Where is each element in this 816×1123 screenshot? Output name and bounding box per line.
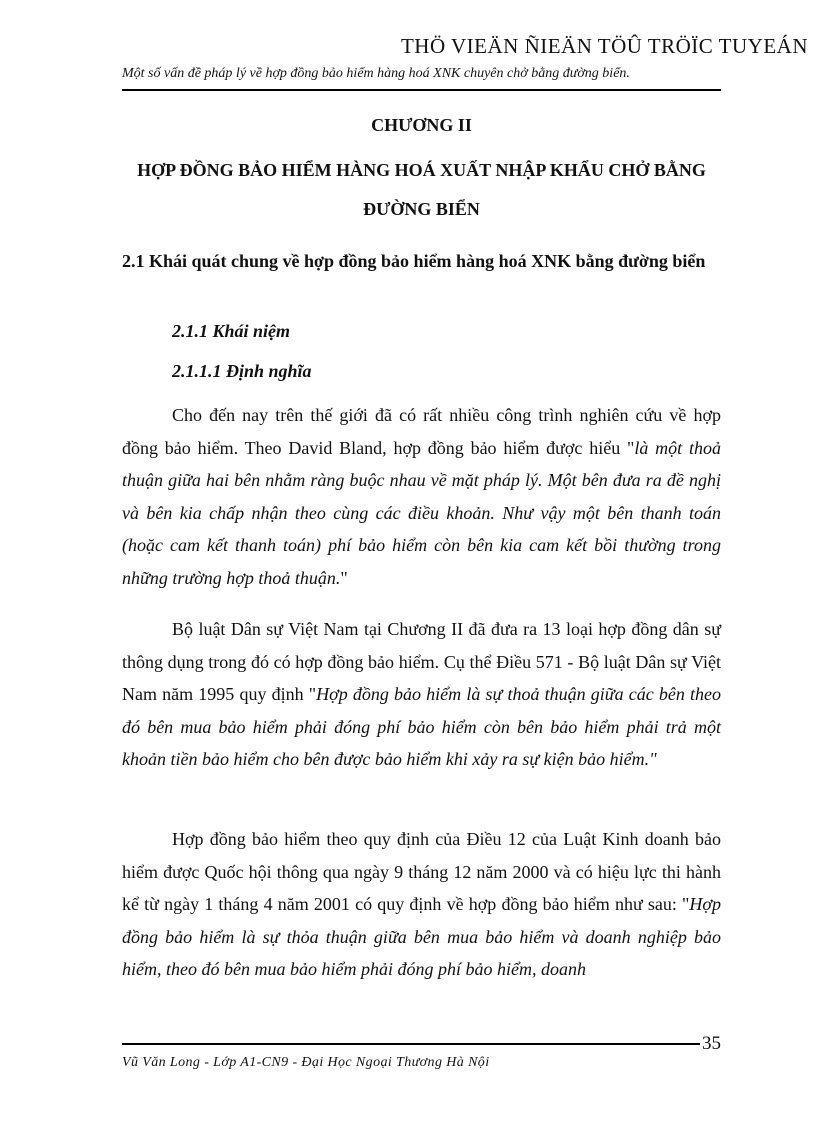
p2-text: Bộ luật Dân sự Việt Nam tại Chương II đã đưa ra 13 loại hợp đồng dân sự thông dụng trong đó có hợp đồng bảo hiểm. Cụ thể Điều 571 - Bộ luật Dân sự Việt Nam năm 1995 quy định " <box>122 619 721 704</box>
paragraph-definition-bland <box>122 399 721 594</box>
footer-author: Vũ Văn Long - Lớp A1-CN9 - Đại Học Ngoại Thương Hà Nội <box>122 1055 490 1070</box>
footer-divider <box>122 1043 700 1045</box>
paragraph-insurance-law <box>122 823 721 986</box>
p3-text: Hợp đồng bảo hiểm theo quy định của Điều 12 của Luật Kinh doanh bảo hiểm được Quốc hội thông qua ngày 9 tháng 12 năm 2000 và có hiệu lực thi hành kể từ ngày 1 tháng 4 năm 2001 có quy định về hợp đồng bảo hiểm như sau: " <box>122 829 721 914</box>
section-heading: 2.1 Khái quát chung về hợp đồng bảo hiểm hàng hoá XNK bằng đường biển <box>122 251 706 271</box>
subsection-heading: 2.1.1 Khái niệm <box>172 321 291 341</box>
chapter-heading: CHƯƠNG II <box>371 115 472 135</box>
running-header: Một số vấn đề pháp lý về hợp đồng bảo hiểm hàng hoá XNK chuyên chở bằng đường biển. <box>122 66 630 81</box>
chapter-title: HỢP ĐỒNG BẢO HIỂM HÀNG HOÁ XUẤT NHẬP KHẨU CHỞ BẰNG ĐƯỜNG BIỂN <box>137 160 706 219</box>
p1-close: " <box>340 567 348 588</box>
p1-quote: là một thoả thuận giữa hai bên nhằm ràng buộc nhau về mặt pháp lý. Một bên đưa ra đề nghị và bên kia chấp nhận theo cùng các điều khoản. Như vậy một bên thanh toán (hoặc cam kết thanh toán) phí bảo hiểm còn bên kia cam kết bồi thường trong những trường hợp thoả thuận. <box>122 437 721 588</box>
watermark-header: THÖ VIEÄN ÑIEÄN TÖÛ TRÖÏC TUYEÁN <box>400 34 808 58</box>
p3-quote: Hợp đồng bảo hiểm là sự thỏa thuận giữa bên mua bảo hiểm và doanh nghiệp bảo hiểm, theo đó bên mua bảo hiểm phải đóng phí bảo hiểm, doanh <box>122 894 721 979</box>
p1-text: Cho đến nay trên thế giới đã có rất nhiều công trình nghiên cứu về hợp đồng bảo hiểm. Theo David Bland, hợp đồng bảo hiểm được hiểu " <box>122 405 721 458</box>
header-divider <box>122 89 721 91</box>
subsubsection-heading: 2.1.1.1 Định nghĩa <box>172 361 312 381</box>
page-number: 35 <box>702 1033 721 1054</box>
paragraph-civil-code <box>122 613 721 776</box>
p2-quote: Hợp đồng bảo hiểm là sự thoả thuận giữa các bên theo đó bên mua bảo hiểm phải đóng phí bảo hiểm còn bên bảo hiểm phải trả một khoản tiền bảo hiểm cho bên được bảo hiểm khi xảy ra sự kiện bảo hiểm." <box>122 684 722 769</box>
